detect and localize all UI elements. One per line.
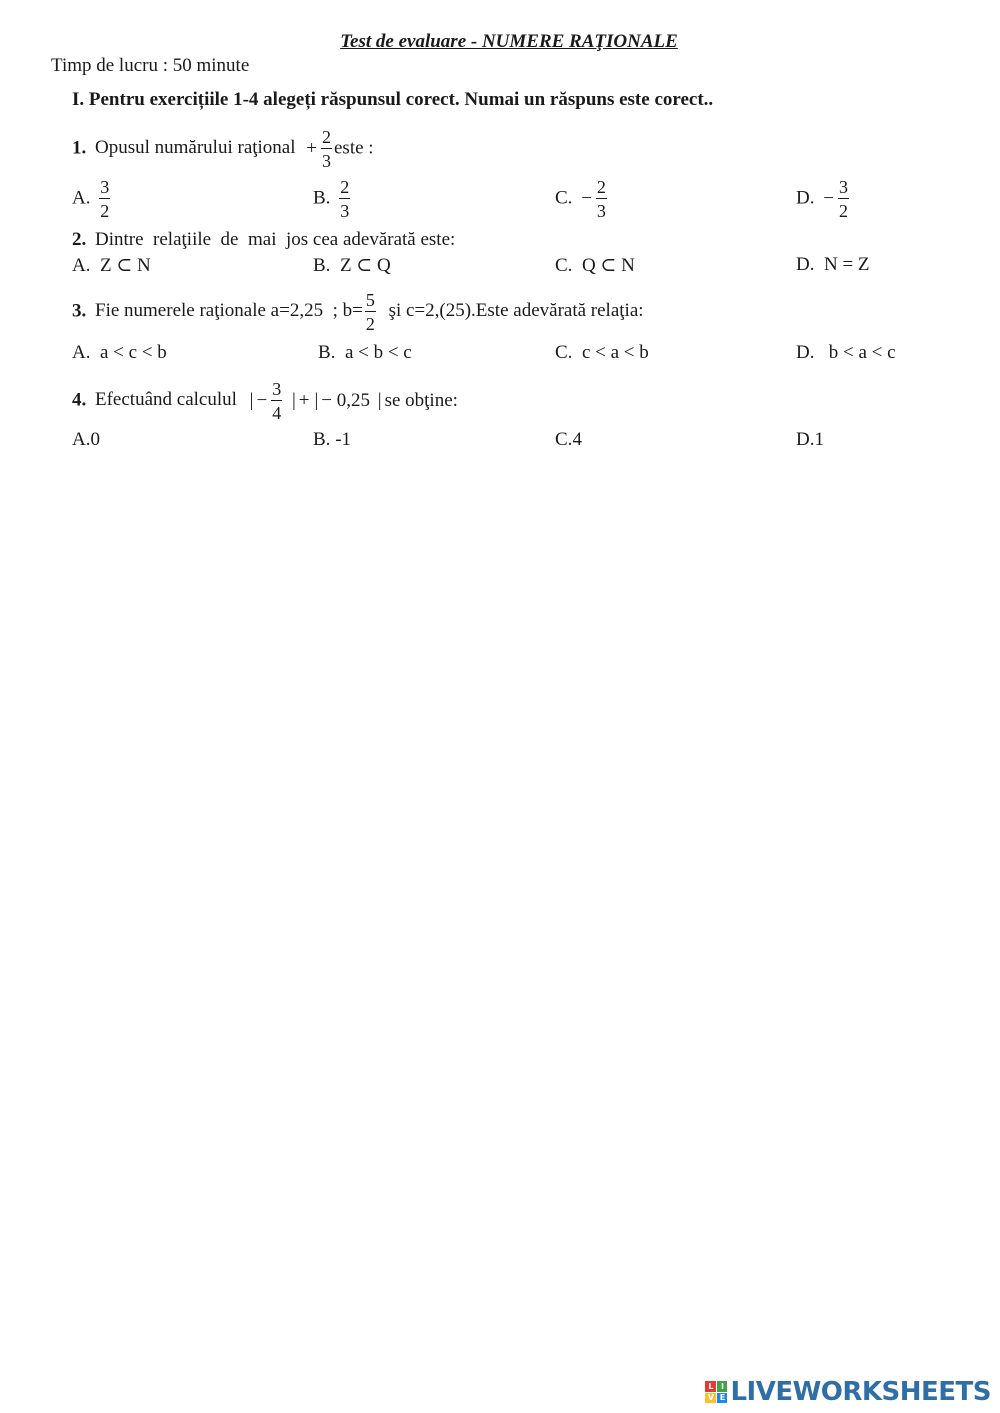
section-heading: I. Pentru exercițiile 1-4 alegeți răspunsul corect. Numai un răspuns este corect.. — [72, 89, 714, 110]
question-text: Efectuând calculul — [95, 389, 237, 411]
q3-option-b[interactable]: B. a < b < c — [318, 342, 412, 363]
q3-option-c[interactable]: C. c < a < b — [555, 342, 649, 363]
q4-option-a[interactable]: A.0 — [72, 429, 100, 450]
question-number: 4. — [72, 389, 87, 411]
logo-text: LIVEWORKSHEETS — [730, 1377, 991, 1407]
q2-option-d[interactable]: D. N = Z — [796, 254, 870, 275]
q4-option-b[interactable]: B. -1 — [313, 429, 352, 450]
q2-option-b[interactable]: B. Z ⊂ Q — [313, 255, 391, 276]
fraction: $\frac{2}{3}$ — [340, 177, 350, 221]
abs-bar: | — [249, 390, 254, 411]
q2-option-a[interactable]: A. Z ⊂ N — [72, 255, 151, 276]
liveworksheets-logo — [705, 1377, 991, 1407]
question-number: 3. — [72, 300, 87, 322]
question-3 — [72, 291, 644, 333]
q2-option-c[interactable]: C. Q ⊂ N — [555, 255, 635, 276]
fraction: $\frac{3}{2}$ — [838, 177, 848, 221]
question-text: Fie numerele raţionale a=2,25 ; b= — [95, 300, 363, 322]
page-title: Test de evaluare - NUMERE RAŢIONALE — [340, 31, 678, 52]
fraction: $\frac{5}{2}$ — [365, 290, 375, 334]
fraction: $\frac{2}{3}$ — [322, 127, 331, 171]
abs-bar: | — [377, 390, 382, 411]
q4-option-c[interactable]: C.4 — [555, 429, 582, 450]
question-number: 2. — [72, 229, 87, 250]
question-2 — [72, 229, 455, 251]
question-1 — [72, 128, 374, 170]
q3-option-a[interactable]: A. a < c < b — [72, 342, 167, 363]
question-text: Opusul numărului raţional — [95, 137, 296, 159]
logo-icon: L I V E — [705, 1381, 727, 1403]
q1-option-b[interactable]: B. $\frac{2}{3}$ — [313, 177, 350, 221]
time-limit: Timp de lucru : 50 minute — [51, 55, 250, 76]
q1-option-c[interactable]: C. − $\frac{2}{3}$ — [555, 177, 606, 221]
question-number: 1. — [72, 137, 87, 159]
question-text: Dintre relaţiile de mai jos cea adevărată este: — [95, 229, 456, 250]
abs-bar: | — [314, 390, 319, 411]
fraction: $\frac{2}{3}$ — [596, 177, 606, 221]
plus-sign: + — [306, 138, 317, 159]
q1-option-a[interactable]: A. $\frac{3}{2}$ — [72, 177, 110, 221]
fraction: $\frac{3}{4}$ — [272, 379, 282, 423]
question-text-end: şi c=2,(25).Este adevărată relaţia: — [388, 300, 644, 322]
question-tail: este : — [334, 137, 374, 159]
q4-option-d[interactable]: D.1 — [796, 429, 824, 450]
q1-option-d[interactable]: D. − $\frac{3}{2}$ — [796, 177, 848, 221]
fraction: $\frac{3}{2}$ — [100, 177, 110, 221]
question-4: 4. Efectuând calculul | − $\frac{3}{4}$ | + | − 0,25 | se obţine: — [72, 379, 458, 423]
q3-option-d[interactable]: D. b < a < c — [796, 342, 896, 363]
abs-bar: | — [291, 390, 296, 411]
question-text-end: se obţine: — [384, 390, 458, 411]
